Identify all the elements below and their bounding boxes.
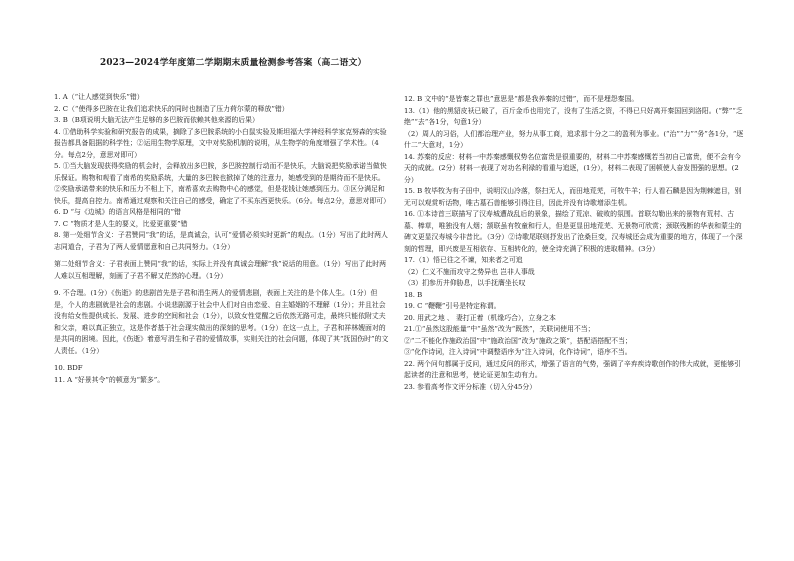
answer-item-8b: 第二处细节含义：子君表面上赞同“我”的话，实际上并没有真诚会理解“我”说话的用意。（1分）写出了此时两人难以互相理解，刻画了子君不解又茫然的心理。（1分）	[54, 260, 386, 280]
answer-item-15: 15. B 牧毕牧为有子田中，说明汉山冷落，祭扫无人，而田地荒芜，可牧牛羊；行人看石麟是因为荆棘遮目，别无可以观赏听话物，唯古墓石兽能够引得注目，因此并没有诗歌增添生机。	[404, 187, 742, 207]
answer-item-13a: 13.（1）他的黑貂皮袄已破了，百斤金币也用完了，没有了生活之资，不得已只好离开秦国回到洛阳。(“弊”“乏绝”“去”各1分，句意1分）	[404, 106, 743, 126]
answer-item-21a: 21.①“虽然这股能量”中“虽然”改为“既然”，关联词使用不当；	[404, 325, 595, 333]
answer-item-4: 4. ①借助科学实验和研究报告的成果，摘除了多巴胺系统的小白鼠实验及斯坦福大学神经科学家克努森的实验报告都具备阻据的科学性；②运用生物学原理，文中对奖励机制的说明，从生物学的角度增强了学术性。（4分。每点2分，意思对即可）	[54, 127, 387, 159]
answer-item-2: 2. C（“使得多巴胺在让我们追求快乐的同时也制造了压力荷尔蒙的释放”错）	[54, 104, 289, 113]
answer-item-9: 9. 不合理。(1分）《伤逝》的悲剧首先是子君和涓生两人的爱情悲剧，表面上关注的是个体人生。（1分）但是，个人的悲剧就是社会的悲剧。小说悲剧源于社会中人们对自由恋爱、自主婚姻的不理解（1分）；并且社会没有给女性提供成长、发展、进步的空间和社会（1分），以致女性觉醒之后依然无路可走，最终只能依附丈夫和父亲，难以真正独立，这是作者基于社会现实做出的深刻的思考。（1分）在这一点上，子君和祥林嫂面对的是共同的困境。因此，《伤逝》着意写涓生和子君的爱情故事，实则关注的社会问题，体现了其“抚国伤时”的文人责任。（1分）	[54, 289, 389, 355]
answer-item-21b: ②“二不能化作施政治国”中“施政治国”改为“施政之策”，搭配语搭配不当；	[404, 336, 632, 345]
answer-item-8a: 8. 第一处细节含义：子君赞同“我”的话，是真诚会，认可“爱情必须实时更新”的观点。（1分）写出了此时两人志同道合，子君为了两人爱情愿意和自己共同努力。（1分）	[54, 231, 388, 251]
right-column	[404, 94, 747, 393]
answer-item-14: 14. 苏秦的反应：材料一中苏秦感慨权势名位富贵是很重要的，材料二中苏秦感慨若当初自己富贵，便不会有今天的成就。(2分）材料一表现了对功名利禄的看重与追逐，(1分），材料二表现了困顿使人奋发图强的思想。(2分）	[404, 152, 742, 184]
page-title: 2023—2024学年度第二学期期末质量检测参考答案（高二语文）	[100, 58, 367, 68]
answer-item-20: 20. 用武之地 、 妻打正着（机缘巧合），立身之本	[404, 313, 556, 322]
answer-item-18: 18. B	[404, 290, 423, 299]
answer-item-5: 5. ①当大脑发现获得奖励的机会时，会释放出多巴胺，多巴胺控制行动而不是快乐，大脑说把奖励承诺当做快乐保证。购物和观看了南希的奖励系统，大量的多巴胺也掀掉了她的注意力，她感受到的是期待而不是快乐。②奖励承诺带来的快乐和压力不相上下，南希喜欢去购物中心的感觉，但是花钱让她感到压力。③区分满足和快乐，提高自控力。南希通过观察和关注自己的感受，确定了不买东西更快乐。（6分。每点2分，意思对即可）	[54, 162, 391, 205]
answer-item-21c: ③“化作诗词，注入诗词”中调整语序为“注入诗词，化作诗词”，语序不当。	[404, 348, 632, 356]
answer-item-6: 6. D “与《边城》的语言风格是相同的”错	[54, 208, 181, 216]
answer-item-3: 3. B（B项说明大脑无法产生足够的多巴胺而依赖其他来源的后果）	[54, 116, 259, 124]
answer-item-12: 12. B 文中的“是皆秦之罪也”意思是“都是我养秦的过错”，而不是埋怨秦国。	[404, 95, 639, 103]
answer-item-17c: （3）扪参历井仰胁息，以手抚膺坐长叹	[404, 279, 526, 287]
answer-item-19: 19. C “鞭鞭”引号是特定称谓。	[404, 302, 501, 310]
answer-item-11: 11. A “好景其令”的顿意为“繁多”。	[54, 375, 165, 384]
answer-item-13b: （2）周人的习俗，人们都治理产业，努力从事工商，追求那十分之二的盈利为事业。(“治”“力”“务”各1分，“逐什二”大意对，1分）	[404, 129, 744, 149]
answer-item-17b: （2）仁义不施而攻守之势异也 岂非人事哉	[404, 267, 535, 276]
answer-item-1: 1. A（“让人感觉到快乐”错）	[54, 93, 144, 101]
answer-item-10: 10. BDF	[54, 364, 83, 372]
left-column	[54, 92, 391, 386]
answer-item-17a: 17.（1）悟已往之不谏，知来者之可追	[404, 256, 523, 264]
answer-item-23: 23. 参看高考作文评分标准（切入分45分）	[404, 382, 537, 391]
answer-item-7: 7. C “物质才是人生的要义，比爱更重要”错	[54, 219, 188, 228]
answer-item-22: 22. 两个问句都属于反问，通过反问的形式，增强了语言的气势，强调了辛弃疾诗歌创作的伟大成就，更能够引起读者的注意和思考，使论证更加生动有力。	[404, 359, 742, 379]
answer-item-16: 16. ①本诗首三联描写了汉寿城遭战乱后的景象，描绘了荒凉、破败的氛围。首联勾勒出来的景物有荒村、古墓、棒草，唯独没有人烟；颔联虽有牧童和行人，但是更显田地荒芜、无景物可欣赏；颈联残断的华表和蒙尘的碑文更显汉寿城今非昔比。（3分）②诗歌尾联则抒发出了沧桑巨变，汉寿城还会成为重要的地方，体现了一个深刻的哲理，即兴废是互相依存、互相转化的，使全诗充满了积极的进取精神。(3分）	[404, 210, 743, 253]
